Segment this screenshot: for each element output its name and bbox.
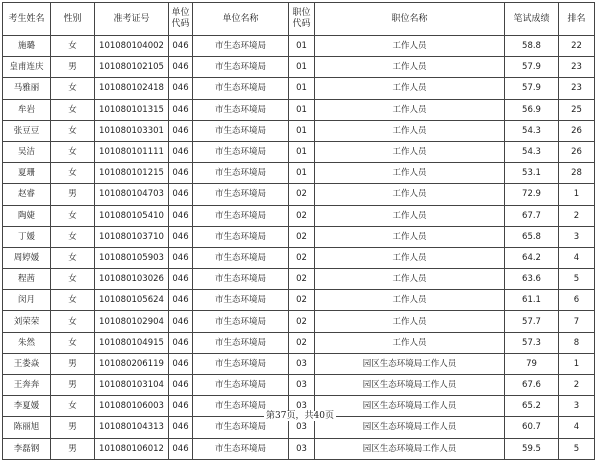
header-unit-code: 单位代码 [169,3,193,36]
cell-unit-name: 市生态环境局 [193,438,289,459]
table-row [3,269,595,290]
cell-ticket: 101080206119 [95,353,169,374]
cell-pos-name: 工作人员 [315,205,505,226]
cell-gender: 女 [51,311,95,332]
table-row [3,184,595,205]
table-row [3,163,595,184]
cell-rank: 4 [559,417,595,438]
cell-unit-code: 046 [169,396,193,417]
header-unit-name: 单位名称 [193,3,289,36]
cell-gender: 女 [51,332,95,353]
cell-name: 皇甫连庆 [3,57,51,78]
cell-name: 施璐 [3,36,51,57]
cell-name: 周婷媛 [3,247,51,268]
cell-ticket: 101080103301 [95,120,169,141]
cell-pos-code: 03 [289,353,315,374]
cell-pos-name: 工作人员 [315,311,505,332]
table-body [3,36,595,460]
cell-unit-name: 市生态环境局 [193,36,289,57]
cell-ticket: 101080102105 [95,57,169,78]
cell-unit-name: 市生态环境局 [193,78,289,99]
cell-name: 刘荣荣 [3,311,51,332]
cell-unit-name: 市生态环境局 [193,141,289,162]
cell-name: 朱然 [3,332,51,353]
cell-pos-code: 02 [289,269,315,290]
cell-rank: 3 [559,226,595,247]
cell-ticket: 101080103026 [95,269,169,290]
cell-ticket: 101080102418 [95,78,169,99]
cell-unit-code: 046 [169,141,193,162]
cell-score: 72.9 [505,184,559,205]
cell-rank: 6 [559,290,595,311]
cell-score: 58.8 [505,36,559,57]
cell-rank: 8 [559,332,595,353]
cell-gender: 女 [51,269,95,290]
cell-score: 54.3 [505,120,559,141]
cell-pos-name: 工作人员 [315,36,505,57]
cell-unit-name: 市生态环境局 [193,290,289,311]
cell-unit-name: 市生态环境局 [193,332,289,353]
cell-gender: 女 [51,205,95,226]
cell-unit-code: 046 [169,438,193,459]
cell-pos-code: 02 [289,290,315,311]
cell-gender: 女 [51,120,95,141]
cell-pos-code: 03 [289,396,315,417]
table-row [3,99,595,120]
cell-gender: 男 [51,57,95,78]
cell-unit-code: 046 [169,353,193,374]
cell-unit-name: 市生态环境局 [193,417,289,438]
cell-name: 牟岩 [3,99,51,120]
cell-rank: 1 [559,184,595,205]
cell-ticket: 101080105624 [95,290,169,311]
cell-name: 程茜 [3,269,51,290]
cell-score: 54.3 [505,141,559,162]
cell-unit-name: 市生态环境局 [193,99,289,120]
cell-pos-code: 01 [289,57,315,78]
cell-gender: 女 [51,247,95,268]
cell-score: 65.8 [505,226,559,247]
cell-unit-name: 市生态环境局 [193,205,289,226]
table-row [3,332,595,353]
cell-score: 63.6 [505,269,559,290]
cell-pos-name: 工作人员 [315,163,505,184]
cell-pos-code: 02 [289,311,315,332]
cell-score: 79 [505,353,559,374]
header-ticket: 准考证号 [95,3,169,36]
cell-gender: 男 [51,375,95,396]
table-row [3,375,595,396]
cell-score: 57.3 [505,332,559,353]
table-row [3,57,595,78]
cell-name: 陶婕 [3,205,51,226]
table-row [3,120,595,141]
cell-gender: 女 [51,396,95,417]
cell-rank: 26 [559,141,595,162]
results-table [2,2,595,460]
cell-score: 60.7 [505,417,559,438]
cell-rank: 7 [559,311,595,332]
cell-unit-code: 046 [169,332,193,353]
cell-unit-code: 046 [169,247,193,268]
table-row [3,141,595,162]
cell-ticket: 101080103104 [95,375,169,396]
cell-unit-name: 市生态环境局 [193,375,289,396]
cell-ticket: 101080102904 [95,311,169,332]
cell-ticket: 101080106003 [95,396,169,417]
cell-pos-code: 02 [289,247,315,268]
cell-unit-code: 046 [169,120,193,141]
cell-unit-name: 市生态环境局 [193,311,289,332]
cell-rank: 26 [559,120,595,141]
table-row [3,353,595,374]
cell-name: 李磊钢 [3,438,51,459]
cell-pos-name: 工作人员 [315,269,505,290]
cell-name: 王娄焱 [3,353,51,374]
cell-score: 59.5 [505,438,559,459]
cell-unit-code: 046 [169,36,193,57]
cell-ticket: 101080101215 [95,163,169,184]
cell-gender: 男 [51,184,95,205]
table-row [3,247,595,268]
cell-name: 王奔奔 [3,375,51,396]
cell-unit-name: 市生态环境局 [193,269,289,290]
cell-score: 57.9 [505,78,559,99]
table-row [3,205,595,226]
cell-gender: 女 [51,226,95,247]
cell-rank: 2 [559,375,595,396]
table-row [3,290,595,311]
cell-unit-name: 市生态环境局 [193,57,289,78]
cell-unit-name: 市生态环境局 [193,247,289,268]
cell-pos-code: 01 [289,78,315,99]
header-pos-name: 职位名称 [315,3,505,36]
cell-pos-name: 工作人员 [315,332,505,353]
cell-pos-name: 工作人员 [315,120,505,141]
cell-unit-name: 市生态环境局 [193,163,289,184]
cell-ticket: 101080104915 [95,332,169,353]
cell-name: 李夏媛 [3,396,51,417]
cell-gender: 女 [51,36,95,57]
cell-name: 张豆豆 [3,120,51,141]
cell-gender: 女 [51,141,95,162]
cell-unit-name: 市生态环境局 [193,353,289,374]
cell-name: 马雅丽 [3,78,51,99]
cell-pos-name: 园区生态环境局工作人员 [315,438,505,459]
cell-pos-name: 工作人员 [315,226,505,247]
cell-name: 夏珊 [3,163,51,184]
table-row [3,36,595,57]
cell-unit-code: 046 [169,290,193,311]
cell-score: 57.7 [505,311,559,332]
cell-pos-code: 01 [289,141,315,162]
header-name: 考生姓名 [3,3,51,36]
cell-pos-code: 02 [289,205,315,226]
cell-gender: 女 [51,99,95,120]
cell-gender: 男 [51,438,95,459]
cell-unit-code: 046 [169,417,193,438]
page-footer [0,408,600,421]
cell-pos-name: 工作人员 [315,141,505,162]
page-number: 第37页，共40页 [266,411,334,421]
header-gender: 性别 [51,3,95,36]
cell-rank: 23 [559,57,595,78]
cell-gender: 男 [51,417,95,438]
cell-pos-code: 03 [289,438,315,459]
cell-unit-code: 046 [169,57,193,78]
cell-pos-name: 园区生态环境局工作人员 [315,417,505,438]
cell-pos-name: 工作人员 [315,184,505,205]
cell-unit-name: 市生态环境局 [193,396,289,417]
cell-score: 67.6 [505,375,559,396]
cell-ticket: 101080103710 [95,226,169,247]
cell-pos-code: 02 [289,332,315,353]
cell-unit-code: 046 [169,375,193,396]
cell-score: 65.2 [505,396,559,417]
cell-name: 赵睿 [3,184,51,205]
cell-unit-code: 046 [169,205,193,226]
cell-pos-name: 园区生态环境局工作人员 [315,353,505,374]
table-row [3,78,595,99]
cell-score: 53.1 [505,163,559,184]
header-score: 笔试成绩 [505,3,559,36]
cell-ticket: 101080105903 [95,247,169,268]
table-row [3,438,595,459]
cell-rank: 3 [559,396,595,417]
cell-unit-name: 市生态环境局 [193,184,289,205]
cell-ticket: 101080106012 [95,438,169,459]
cell-gender: 女 [51,290,95,311]
cell-pos-name: 工作人员 [315,247,505,268]
header-row [3,3,595,36]
cell-rank: 22 [559,36,595,57]
cell-gender: 女 [51,78,95,99]
cell-score: 61.1 [505,290,559,311]
cell-rank: 1 [559,353,595,374]
cell-ticket: 101080104002 [95,36,169,57]
cell-pos-code: 01 [289,36,315,57]
cell-pos-name: 园区生态环境局工作人员 [315,396,505,417]
cell-unit-code: 046 [169,226,193,247]
cell-unit-name: 市生态环境局 [193,120,289,141]
cell-gender: 男 [51,353,95,374]
cell-pos-code: 01 [289,120,315,141]
table-row [3,226,595,247]
cell-name: 吴洁 [3,141,51,162]
cell-pos-name: 工作人员 [315,99,505,120]
cell-rank: 25 [559,99,595,120]
cell-pos-code: 02 [289,226,315,247]
cell-unit-name: 市生态环境局 [193,226,289,247]
cell-unit-code: 046 [169,163,193,184]
cell-name: 丁媛 [3,226,51,247]
cell-gender: 女 [51,163,95,184]
cell-name: 闵月 [3,290,51,311]
cell-pos-name: 工作人员 [315,290,505,311]
cell-pos-name: 工作人员 [315,57,505,78]
cell-score: 57.9 [505,57,559,78]
table-row [3,311,595,332]
cell-ticket: 101080105410 [95,205,169,226]
cell-pos-code: 01 [289,99,315,120]
cell-ticket: 101080104703 [95,184,169,205]
header-pos-code: 职位代码 [289,3,315,36]
cell-rank: 5 [559,438,595,459]
cell-name: 陈丽旭 [3,417,51,438]
cell-score: 56.9 [505,99,559,120]
cell-rank: 2 [559,205,595,226]
cell-pos-code: 02 [289,184,315,205]
header-rank: 排名 [559,3,595,36]
cell-rank: 4 [559,247,595,268]
cell-pos-name: 园区生态环境局工作人员 [315,375,505,396]
cell-ticket: 101080104313 [95,417,169,438]
cell-rank: 5 [559,269,595,290]
cell-ticket: 101080101111 [95,141,169,162]
cell-rank: 28 [559,163,595,184]
cell-pos-code: 01 [289,163,315,184]
cell-score: 64.2 [505,247,559,268]
cell-rank: 23 [559,78,595,99]
cell-pos-name: 工作人员 [315,78,505,99]
cell-unit-code: 046 [169,99,193,120]
cell-pos-code: 03 [289,375,315,396]
cell-pos-code: 03 [289,417,315,438]
cell-unit-code: 046 [169,78,193,99]
cell-ticket: 101080101315 [95,99,169,120]
cell-score: 67.7 [505,205,559,226]
cell-unit-code: 046 [169,269,193,290]
cell-unit-code: 046 [169,311,193,332]
cell-unit-code: 046 [169,184,193,205]
